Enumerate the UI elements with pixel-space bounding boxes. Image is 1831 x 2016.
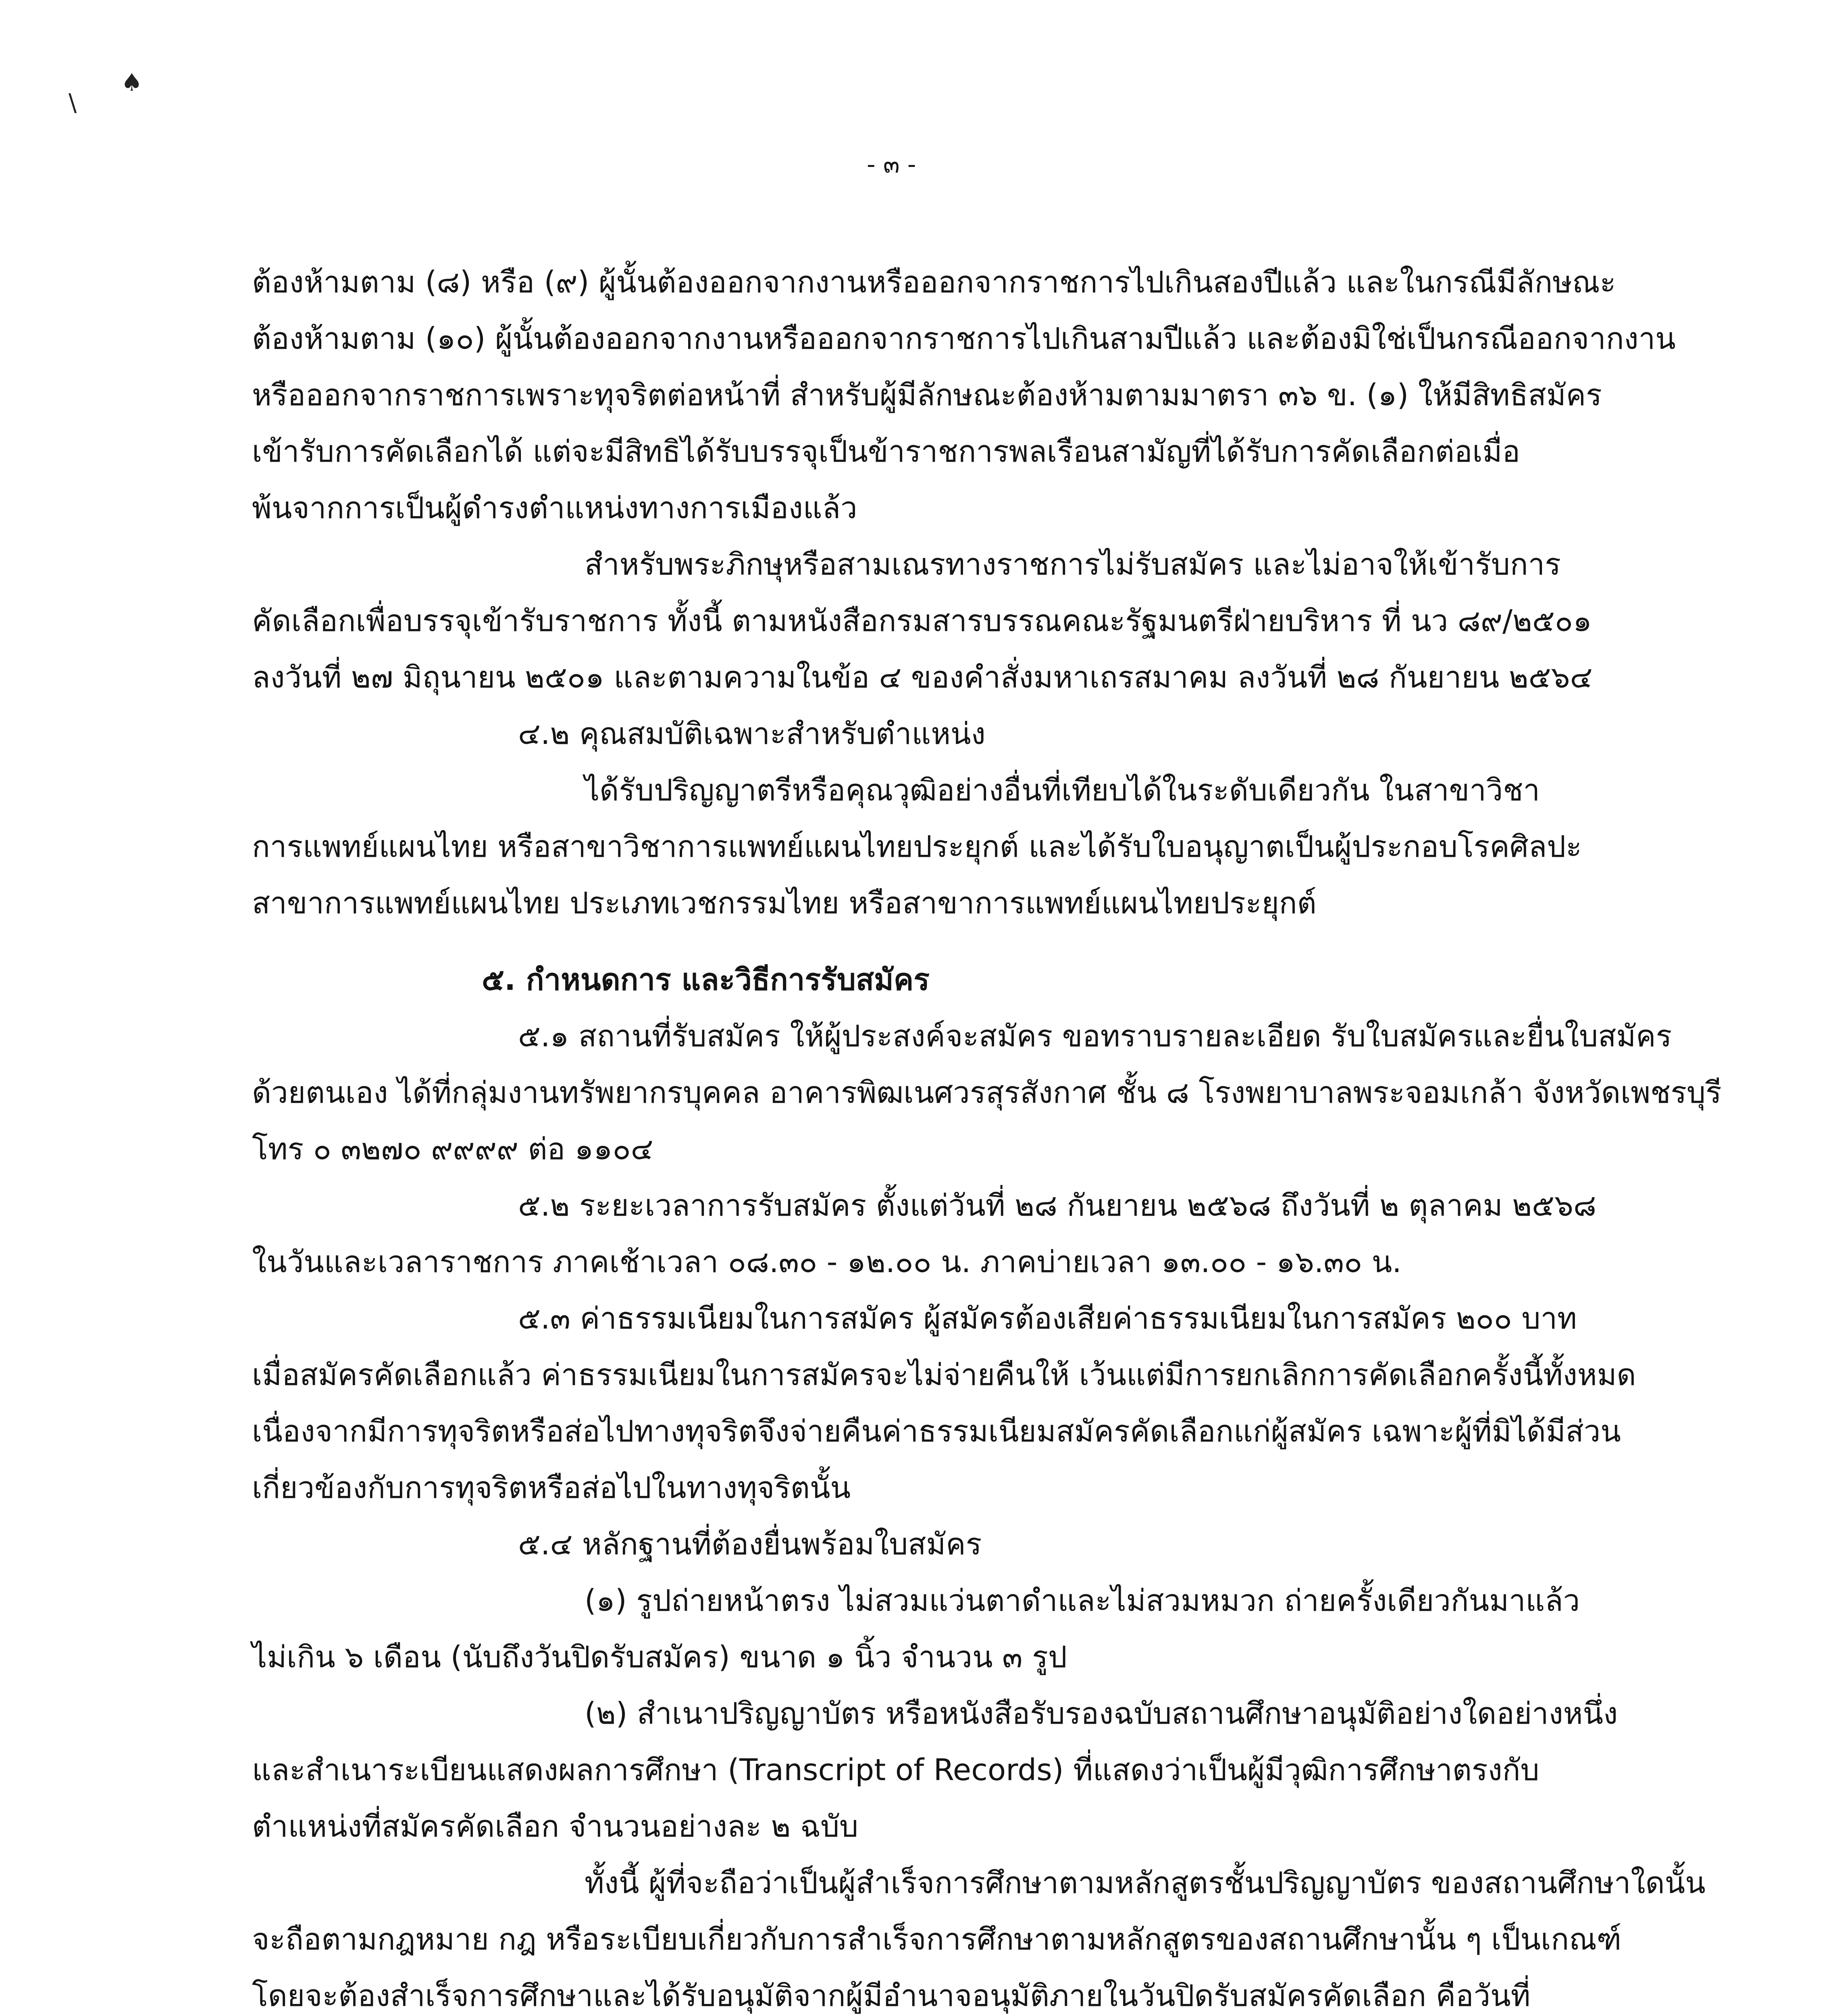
- paragraph-line: คัดเลือกเพื่อบรรจุเข้ารับราชการ ทั้งนี้ ตามหนังสือกรมสารบรรณคณะรัฐมนตรีฝ่ายบริหาร ที่ นว ๘๙/๒๕๐๑: [252, 604, 1592, 638]
- scan-mark-right: ♠: [121, 69, 143, 97]
- paragraph-line: จะถือตามกฎหมาย กฎ หรือระเบียบเกี่ยวกับการสำเร็จการศึกษาตามหลักสูตรของสถานศึกษานั้น ๆ เป็นเกณฑ์: [252, 1922, 1622, 1957]
- paragraph-line: ตำแหน่งที่สมัครคัดเลือก จำนวนอย่างละ ๒ ฉบับ: [252, 1809, 859, 1844]
- paragraph-line: และสำเนาระเบียนแสดงผลการศึกษา (Transcript of Records) ที่แสดงว่าเป็นผู้มีวุฒิการศึกษาตรงกับ: [252, 1753, 1540, 1787]
- paragraph-line: ๕.๓ ค่าธรรมเนียมในการสมัคร ผู้สมัครต้องเสียค่าธรรมเนียมในการสมัคร ๒๐๐ บาท: [518, 1301, 1577, 1336]
- list-item: (๑) รูปถ่ายหน้าตรง ไม่สวมแว่นตาดำและไม่สวมหมวก ถ่ายครั้งเดียวกันมาแล้ว: [585, 1583, 1580, 1618]
- paragraph-line: เมื่อสมัครคัดเลือกแล้ว ค่าธรรมเนียมในการสมัครจะไม่จ่ายคืนให้ เว้นแต่มีการยกเลิกการคัดเลือกครั้งนี้ทั้งหมด: [252, 1358, 1636, 1392]
- page-number: - ๓ -: [867, 150, 916, 179]
- paragraph-line: หรือออกจากราชการเพราะทุจริตต่อหน้าที่ สำหรับผู้มีลักษณะต้องห้ามตามมาตรา ๓๖ ข. (๑) ให้มีสิทธิสมัคร: [252, 378, 1602, 412]
- paragraph-line: เนื่องจากมีการทุจริตหรือส่อไปทางทุจริตจึงจ่ายคืนค่าธรรมเนียมสมัครคัดเลือกแก่ผู้สมัคร เฉพาะผู้ที่มิได้มีส่วน: [252, 1414, 1621, 1449]
- paragraph-line: โดยจะต้องสำเร็จการศึกษาและได้รับอนุมัติจากผู้มีอำนาจอนุมัติภายในวันปิดรับสมัครคัดเลือก คือวันที่: [252, 1979, 1531, 2013]
- paragraph-line: เกี่ยวข้องกับการทุจริตหรือส่อไปในทางทุจริตนั้น: [252, 1470, 851, 1505]
- paragraph-line: ต้องห้ามตาม (๑๐) ผู้นั้นต้องออกจากงานหรือออกจากราชการไปเกินสามปีแล้ว และต้องมิใช่เป็นกรณีออกจากงาน: [252, 321, 1676, 356]
- paragraph-line: ลงวันที่ ๒๗ มิถุนายน ๒๕๐๑ และตามความในข้อ ๔ ของคำสั่งมหาเถรสมาคม ลงวันที่ ๒๘ กันยายน ๒๕๖๔: [252, 660, 1593, 695]
- paragraph-line: ต้องห้ามตาม (๘) หรือ (๙) ผู้นั้นต้องออกจากงานหรือออกจากราชการไปเกินสองปีแล้ว และในกรณีมีลักษณะ: [252, 265, 1616, 300]
- section-heading-4-2: ๔.๒ คุณสมบัติเฉพาะสำหรับตำแหน่ง: [518, 716, 986, 751]
- paragraph-line: ได้รับปริญญาตรีหรือคุณวุฒิอย่างอื่นที่เทียบได้ในระดับเดียวกัน ในสาขาวิชา: [585, 773, 1540, 808]
- list-item: (๒) สำเนาปริญญาบัตร หรือหนังสือรับรองฉบับสถานศึกษาอนุมัติอย่างใดอย่างหนึ่ง: [585, 1696, 1618, 1731]
- paragraph-line: ๕.๑ สถานที่รับสมัคร ให้ผู้ประสงค์จะสมัคร ขอทราบรายละเอียด รับใบสมัครและยื่นใบสมัคร: [518, 1019, 1672, 1054]
- paragraph-line: ด้วยตนเอง ได้ที่กลุ่มงานทรัพยากรบุคคล อาคารพิฒเนศวรสุรสังกาศ ชั้น ๘ โรงพยาบาลพระจอมเกล้า จังหวัดเพชรบุรี: [252, 1075, 1722, 1110]
- paragraph-line: โทร ๐ ๓๒๗๐ ๙๙๙๙ ต่อ ๑๑๐๔: [252, 1132, 653, 1166]
- paragraph-line: พ้นจากการเป็นผู้ดำรงตำแหน่งทางการเมืองแล้ว: [252, 491, 857, 525]
- paragraph-line: ๕.๒ ระยะเวลาการรับสมัคร ตั้งแต่วันที่ ๒๘ กันยายน ๒๕๖๘ ถึงวันที่ ๒ ตุลาคม ๒๕๖๘: [518, 1188, 1596, 1223]
- scan-mark-left: \: [69, 89, 77, 117]
- paragraph-line: ในวันและเวลาราชการ ภาคเช้าเวลา ๐๘.๓๐ - ๑๒.๐๐ น. ภาคบ่ายเวลา ๑๓.๐๐ - ๑๖.๓๐ น.: [252, 1245, 1402, 1279]
- section-heading-5: ๕. กำหนดการ และวิธีการรับสมัคร: [482, 962, 930, 997]
- paragraph-line: การแพทย์แผนไทย หรือสาขาวิชาการแพทย์แผนไทยประยุกต์ และได้รับใบอนุญาตเป็นผู้ประกอบโรคศิลปะ: [252, 829, 1582, 864]
- paragraph-line: สำหรับพระภิกษุหรือสามเณรทางราชการไม่รับสมัคร และไม่อาจให้เข้ารับการ: [585, 547, 1561, 582]
- paragraph-line: ไม่เกิน ๖ เดือน (นับถึงวันปิดรับสมัคร) ขนาด ๑ นิ้ว จำนวน ๓ รูป: [252, 1640, 1067, 1674]
- paragraph-line: เข้ารับการคัดเลือกได้ แต่จะมีสิทธิได้รับบรรจุเป็นข้าราชการพลเรือนสามัญที่ได้รับการคัดเลือกต่อเมื่อ: [252, 434, 1520, 469]
- paragraph-line: สาขาการแพทย์แผนไทย ประเภทเวชกรรมไทย หรือสาขาการแพทย์แผนไทยประยุกต์: [252, 886, 1317, 921]
- section-heading-5-4: ๕.๔ หลักฐานที่ต้องยื่นพร้อมใบสมัคร: [518, 1527, 982, 1562]
- paragraph-line: ทั้งนี้ ผู้ที่จะถือว่าเป็นผู้สำเร็จการศึกษาตามหลักสูตรชั้นปริญญาบัตร ของสถานศึกษาใดนั้น: [585, 1866, 1706, 1900]
